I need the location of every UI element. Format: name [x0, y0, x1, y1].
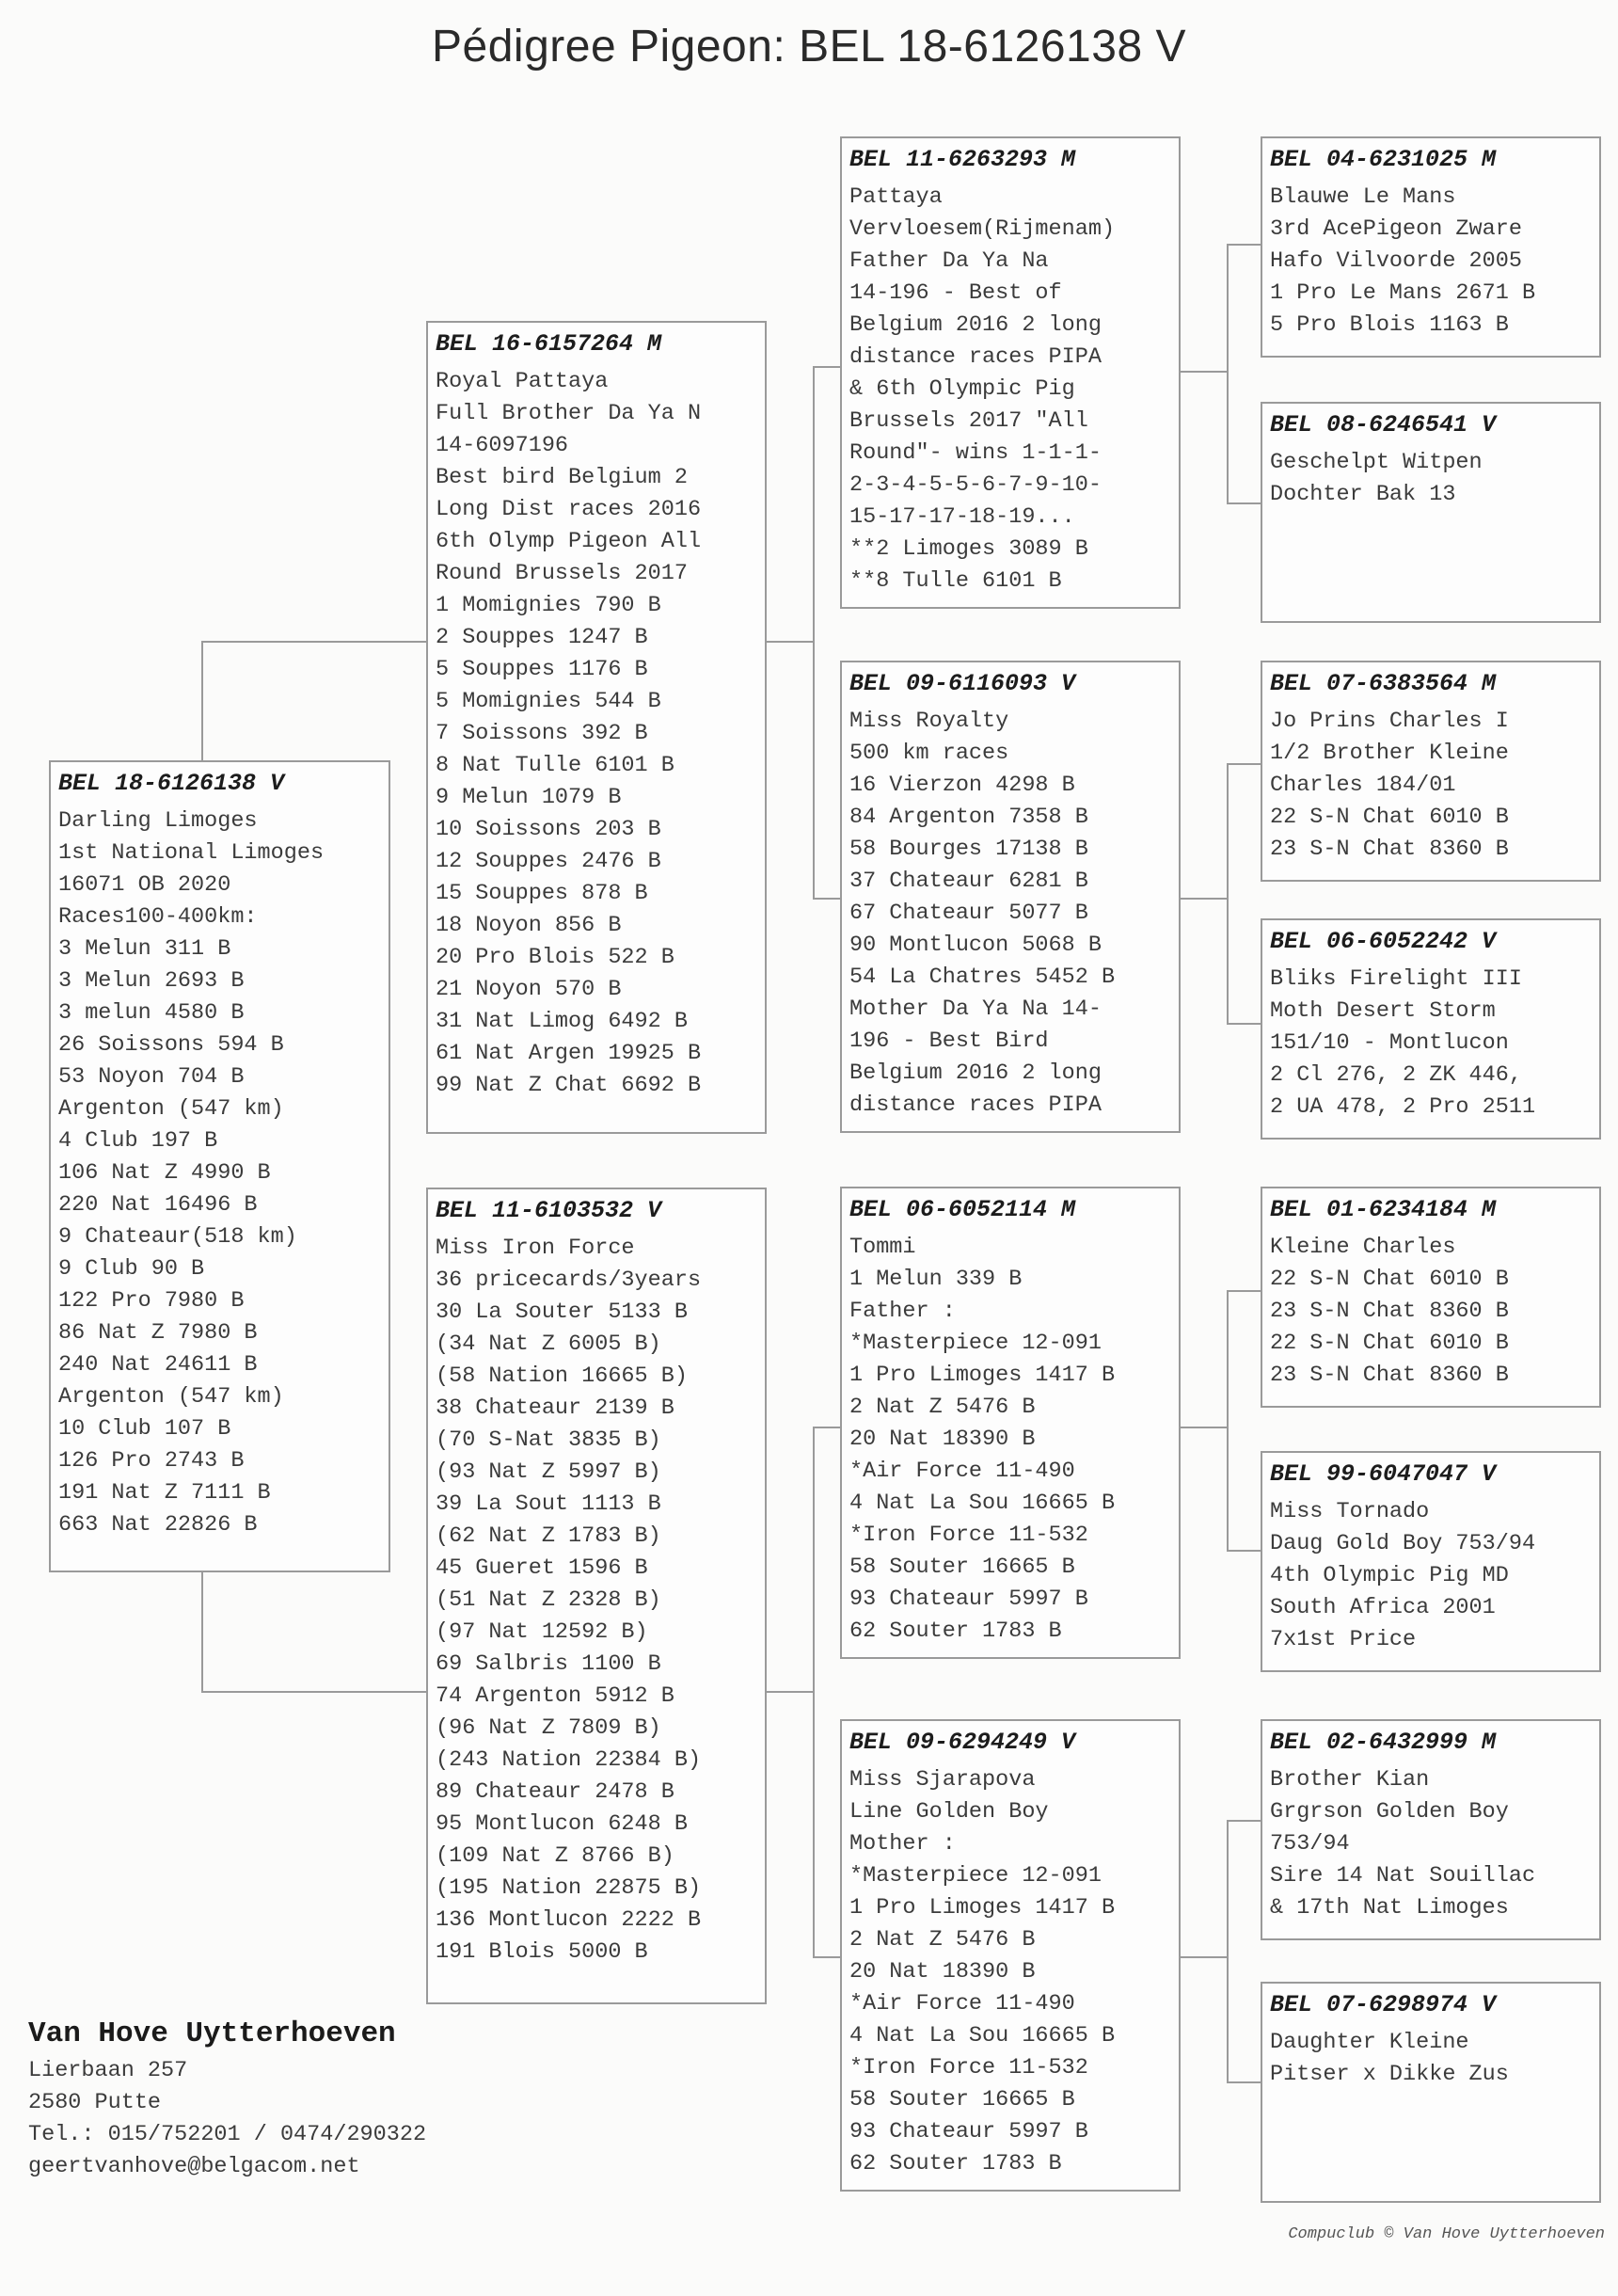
pedigree-line: (51 Nat Z 2328 B): [436, 1587, 661, 1613]
pedigree-line: 2 UA 478, 2 Pro 2511: [1270, 1094, 1536, 1120]
pedigree-line: Miss Iron Force: [436, 1236, 635, 1261]
pedigree-line: 37 Chateaur 6281 B: [849, 869, 1088, 894]
pedigree-line: 10 Club 107 B: [58, 1416, 231, 1442]
maternal-grandfather-card: [840, 1187, 1181, 1659]
father-card: [426, 321, 767, 1134]
pedigree-line: 2-3-4-5-5-6-7-9-10-: [849, 472, 1102, 498]
ring-number: BEL 08-6246541 V: [1270, 411, 1497, 438]
pedigree-line: 5 Pro Blois 1163 B: [1270, 312, 1509, 338]
pedigree-line: 1st National Limoges: [58, 840, 325, 866]
pedigree-line: Pitser x Dikke Zus: [1270, 2062, 1509, 2087]
ring-number: BEL 11-6263293 M: [849, 146, 1076, 173]
pedigree-line: 61 Nat Argen 19925 B: [436, 1041, 702, 1066]
pedigree-line: Full Brother Da Ya N: [436, 401, 702, 426]
pedigree-line: 45 Gueret 1596 B: [436, 1555, 648, 1581]
ring-number: BEL 01-6234184 M: [1270, 1196, 1497, 1223]
ring-number: BEL 11-6103532 V: [436, 1197, 662, 1224]
pedigree-line: Miss Royalty: [849, 709, 1009, 734]
paternal-grandmother-card: [840, 661, 1181, 1133]
pedigree-line: & 17th Nat Limoges: [1270, 1895, 1509, 1921]
ggp-ffm-card: [1261, 402, 1601, 623]
pedigree-line: (93 Nat Z 5997 B): [436, 1459, 661, 1485]
pedigree-line: 93 Chateaur 5997 B: [849, 1586, 1088, 1612]
pedigree-line: 54 La Chatres 5452 B: [849, 965, 1116, 990]
owner-postal: 2580 Putte: [28, 2090, 162, 2115]
pedigree-line: 1 Pro Limoges 1417 B: [849, 1363, 1116, 1388]
ring-number: BEL 02-6432999 M: [1270, 1729, 1497, 1756]
pedigree-line: *Iron Force 11-532: [849, 1523, 1088, 1548]
pedigree-line: Daug Gold Boy 753/94: [1270, 1531, 1536, 1556]
pedigree-line: Miss Tornado: [1270, 1499, 1430, 1524]
pedigree-line: (96 Nat Z 7809 B): [436, 1715, 661, 1741]
pedigree-line: 9 Chateaur(518 km): [58, 1224, 297, 1250]
owner-name: Van Hove Uytterhoeven: [28, 2017, 396, 2050]
pedigree-line: Royal Pattaya: [436, 369, 609, 394]
pedigree-line: Brussels 2017 "All: [849, 408, 1088, 434]
pedigree-line: (70 S-Nat 3835 B): [436, 1427, 661, 1453]
pedigree-line: Moth Desert Storm: [1270, 998, 1496, 1024]
ggp-mff-card: [1261, 1187, 1601, 1408]
pedigree-line: (195 Nation 22875 B): [436, 1875, 702, 1901]
pedigree-line: (97 Nat 12592 B): [436, 1619, 648, 1645]
pedigree-line: 126 Pro 2743 B: [58, 1448, 245, 1474]
pedigree-line: Round"- wins 1-1-1-: [849, 440, 1102, 466]
pedigree-line: 2 Nat Z 5476 B: [849, 1927, 1036, 1953]
pedigree-line: 22 S-N Chat 6010 B: [1270, 1331, 1509, 1356]
pedigree-line: 14-6097196: [436, 433, 569, 458]
pedigree-line: 663 Nat 22826 B: [58, 1512, 258, 1538]
pedigree-line: Brother Kian: [1270, 1767, 1430, 1793]
ggp-fff-card: [1261, 136, 1601, 358]
pedigree-line: Charles 184/01: [1270, 773, 1456, 798]
pedigree-line: (34 Nat Z 6005 B): [436, 1331, 661, 1357]
ggp-mfm-card: [1261, 1451, 1601, 1672]
pedigree-line: 58 Souter 16665 B: [849, 2087, 1075, 2113]
paternal-grandfather-card: [840, 136, 1181, 609]
ring-number: BEL 09-6116093 V: [849, 670, 1076, 697]
ring-number: BEL 07-6383564 M: [1270, 670, 1497, 697]
pedigree-line: 74 Argenton 5912 B: [436, 1683, 674, 1709]
pedigree-line: 3 melun 4580 B: [58, 1000, 245, 1026]
main-pigeon-card: [49, 760, 390, 1572]
pedigree-line: **8 Tulle 6101 B: [849, 568, 1062, 594]
pedigree-line: Jo Prins Charles I: [1270, 709, 1509, 734]
pedigree-line: 220 Nat 16496 B: [58, 1192, 258, 1218]
pedigree-line: 99 Nat Z Chat 6692 B: [436, 1073, 702, 1098]
pedigree-line: Kleine Charles: [1270, 1235, 1456, 1260]
pedigree-line: 16 Vierzon 4298 B: [849, 773, 1075, 798]
owner-email: geertvanhove@belgacom.net: [28, 2154, 360, 2179]
pedigree-line: 2 Cl 276, 2 ZK 446,: [1270, 1062, 1522, 1088]
pedigree-line: 3 Melun 2693 B: [58, 968, 245, 994]
pedigree-line: 15-17-17-18-19...: [849, 504, 1075, 530]
pedigree-line: Geschelpt Witpen: [1270, 450, 1483, 475]
pedigree-line: Best bird Belgium 2: [436, 465, 688, 490]
pedigree-line: 1 Pro Le Mans 2671 B: [1270, 280, 1536, 306]
pedigree-line: Miss Sjarapova: [849, 1767, 1036, 1793]
pedigree-line: 191 Blois 5000 B: [436, 1939, 648, 1965]
pedigree-line: 14-196 - Best of: [849, 280, 1062, 306]
pedigree-line: Mother Da Ya Na 14-: [849, 997, 1102, 1022]
pedigree-line: 62 Souter 1783 B: [849, 2151, 1062, 2176]
ring-number: BEL 09-6294249 V: [849, 1729, 1076, 1756]
pedigree-line: 89 Chateaur 2478 B: [436, 1779, 674, 1805]
pedigree-line: 22 S-N Chat 6010 B: [1270, 1267, 1509, 1292]
pedigree-line: (243 Nation 22384 B): [436, 1747, 702, 1773]
pedigree-line: South Africa 2001: [1270, 1595, 1496, 1620]
pedigree-line: 20 Pro Blois 522 B: [436, 945, 674, 970]
pedigree-line: Line Golden Boy: [849, 1799, 1049, 1825]
pedigree-line: 69 Salbris 1100 B: [436, 1651, 661, 1677]
pedigree-line: Blauwe Le Mans: [1270, 184, 1456, 210]
pedigree-line: 23 S-N Chat 8360 B: [1270, 837, 1509, 862]
pedigree-line: *Masterpiece 12-091: [849, 1863, 1102, 1889]
pedigree-line: Belgium 2016 2 long: [849, 312, 1102, 338]
pedigree-line: distance races PIPA: [849, 344, 1102, 370]
ring-number: BEL 04-6231025 M: [1270, 146, 1497, 173]
owner-phone: Tel.: 015/752201 / 0474/290322: [28, 2122, 427, 2147]
pedigree-line: 122 Pro 7980 B: [58, 1288, 245, 1314]
pedigree-line: distance races PIPA: [849, 1092, 1102, 1118]
ggp-mmf-card: [1261, 1719, 1601, 1940]
pedigree-line: 4 Nat La Sou 16665 B: [849, 1491, 1116, 1516]
pedigree-line: Dochter Bak 13: [1270, 482, 1456, 507]
pedigree-line: Sire 14 Nat Souillac: [1270, 1863, 1536, 1889]
pedigree-line: (62 Nat Z 1783 B): [436, 1523, 661, 1549]
pedigree-line: Darling Limoges: [58, 808, 258, 834]
pedigree-line: 95 Montlucon 6248 B: [436, 1811, 688, 1837]
pedigree-line: **2 Limoges 3089 B: [849, 536, 1088, 562]
mother-card: [426, 1188, 767, 2004]
pedigree-line: 1 Momignies 790 B: [436, 593, 661, 618]
pedigree-line: 23 S-N Chat 8360 B: [1270, 1299, 1509, 1324]
pedigree-line: Daughter Kleine: [1270, 2030, 1469, 2055]
pedigree-line: Father Da Ya Na: [849, 248, 1049, 274]
pedigree-line: 500 km races: [849, 741, 1009, 766]
ring-number: BEL 06-6052114 M: [849, 1196, 1076, 1223]
pedigree-line: Argenton (547 km): [58, 1096, 284, 1122]
pedigree-line: 10 Soissons 203 B: [436, 817, 661, 842]
pedigree-line: Grgrson Golden Boy: [1270, 1799, 1509, 1825]
pedigree-line: Bliks Firelight III: [1270, 966, 1522, 992]
pedigree-line: 58 Bourges 17138 B: [849, 837, 1088, 862]
ring-number: BEL 16-6157264 M: [436, 330, 662, 358]
pedigree-line: 23 S-N Chat 8360 B: [1270, 1363, 1509, 1388]
pedigree-line: 26 Soissons 594 B: [58, 1032, 284, 1058]
pedigree-line: Belgium 2016 2 long: [849, 1060, 1102, 1086]
pedigree-line: 58 Souter 16665 B: [849, 1555, 1075, 1580]
pedigree-line: 31 Nat Limog 6492 B: [436, 1009, 688, 1034]
pedigree-line: *Air Force 11-490: [849, 1459, 1075, 1484]
pedigree-line: 4 Club 197 B: [58, 1128, 218, 1154]
pedigree-line: 21 Noyon 570 B: [436, 977, 622, 1002]
pedigree-line: 4 Nat La Sou 16665 B: [849, 2023, 1116, 2049]
pedigree-line: 67 Chateaur 5077 B: [849, 901, 1088, 926]
pedigree-line: 1/2 Brother Kleine: [1270, 741, 1509, 766]
pedigree-line: 6th Olymp Pigeon All: [436, 529, 702, 554]
ggp-fmf-card: [1261, 661, 1601, 882]
owner-block: [28, 2014, 426, 2183]
pedigree-line: & 6th Olympic Pig: [849, 376, 1075, 402]
pedigree-line: 5 Souppes 1176 B: [436, 657, 648, 682]
pedigree-line: Races100-400km:: [58, 904, 258, 930]
pedigree-line: 3rd AcePigeon Zware: [1270, 216, 1522, 242]
pedigree-line: 5 Momignies 544 B: [436, 689, 661, 714]
pedigree-line: 53 Noyon 704 B: [58, 1064, 245, 1090]
footer-credit: Compuclub © Van Hove Uytterhoeven: [1288, 2225, 1605, 2243]
pedigree-line: Vervloesem(Rijmenam): [849, 216, 1116, 242]
pedigree-line: 7 Soissons 392 B: [436, 721, 648, 746]
pedigree-line: 151/10 - Montlucon: [1270, 1030, 1509, 1056]
pedigree-line: 9 Club 90 B: [58, 1256, 205, 1282]
pedigree-line: 84 Argenton 7358 B: [849, 805, 1088, 830]
pedigree-line: 1 Pro Limoges 1417 B: [849, 1895, 1116, 1921]
pedigree-line: Mother :: [849, 1831, 956, 1857]
pedigree-line: 7x1st Price: [1270, 1627, 1417, 1652]
ring-number: BEL 18-6126138 V: [58, 770, 285, 797]
pedigree-line: (58 Nation 16665 B): [436, 1363, 688, 1389]
pedigree-line: 15 Souppes 878 B: [436, 881, 648, 906]
pedigree-line: 136 Montlucon 2222 B: [436, 1907, 702, 1933]
pedigree-line: 1 Melun 339 B: [849, 1267, 1023, 1292]
pedigree-line: 2 Nat Z 5476 B: [849, 1395, 1036, 1420]
page-title: Pédigree Pigeon: BEL 18-6126138 V: [432, 22, 1186, 72]
pedigree-line: Long Dist races 2016: [436, 497, 702, 522]
pedigree-line: 196 - Best Bird: [849, 1028, 1049, 1054]
pedigree-line: *Air Force 11-490: [849, 1991, 1075, 2017]
pedigree-line: *Masterpiece 12-091: [849, 1331, 1102, 1356]
pedigree-line: Argenton (547 km): [58, 1384, 284, 1410]
pedigree-line: 39 La Sout 1113 B: [436, 1491, 661, 1517]
pedigree-line: 62 Souter 1783 B: [849, 1618, 1062, 1644]
ring-number: BEL 06-6052242 V: [1270, 928, 1497, 955]
pedigree-line: *Iron Force 11-532: [849, 2055, 1088, 2081]
pedigree-line: 4th Olympic Pig MD: [1270, 1563, 1509, 1588]
pedigree-line: Pattaya: [849, 184, 943, 210]
pedigree-line: 2 Souppes 1247 B: [436, 625, 648, 650]
pedigree-line: 36 pricecards/3years: [436, 1268, 702, 1293]
pedigree-line: 20 Nat 18390 B: [849, 1427, 1036, 1452]
pedigree-line: 9 Melun 1079 B: [436, 785, 622, 810]
pedigree-line: Father :: [849, 1299, 956, 1324]
pedigree-line: (109 Nat Z 8766 B): [436, 1843, 674, 1869]
pedigree-line: Hafo Vilvoorde 2005: [1270, 248, 1522, 274]
pedigree-line: 753/94: [1270, 1831, 1350, 1857]
pedigree-line: 12 Souppes 2476 B: [436, 849, 661, 874]
pedigree-line: 106 Nat Z 4990 B: [58, 1160, 271, 1186]
pedigree-line: 86 Nat Z 7980 B: [58, 1320, 258, 1346]
ring-number: BEL 07-6298974 V: [1270, 1991, 1497, 2018]
maternal-grandmother-card: [840, 1719, 1181, 2192]
ring-number: BEL 99-6047047 V: [1270, 1460, 1497, 1488]
pedigree-line: 38 Chateaur 2139 B: [436, 1395, 674, 1421]
pedigree-line: 8 Nat Tulle 6101 B: [436, 753, 674, 778]
ggp-fmm-card: [1261, 918, 1601, 1140]
pedigree-line: 16071 OB 2020: [58, 872, 231, 898]
pedigree-line: 20 Nat 18390 B: [849, 1959, 1036, 1985]
owner-address: Lierbaan 257: [28, 2058, 188, 2083]
ggp-mmm-card: [1261, 1982, 1601, 2203]
pedigree-line: 3 Melun 311 B: [58, 936, 231, 962]
pedigree-line: 30 La Souter 5133 B: [436, 1299, 688, 1325]
pedigree-line: 240 Nat 24611 B: [58, 1352, 258, 1378]
pedigree-line: 191 Nat Z 7111 B: [58, 1480, 271, 1506]
pedigree-line: Tommi: [849, 1235, 916, 1260]
pedigree-line: 93 Chateaur 5997 B: [849, 2119, 1088, 2145]
pedigree-line: 90 Montlucon 5068 B: [849, 933, 1102, 958]
pedigree-line: 18 Noyon 856 B: [436, 913, 622, 938]
pedigree-line: Round Brussels 2017: [436, 561, 688, 586]
pedigree-line: 22 S-N Chat 6010 B: [1270, 805, 1509, 830]
